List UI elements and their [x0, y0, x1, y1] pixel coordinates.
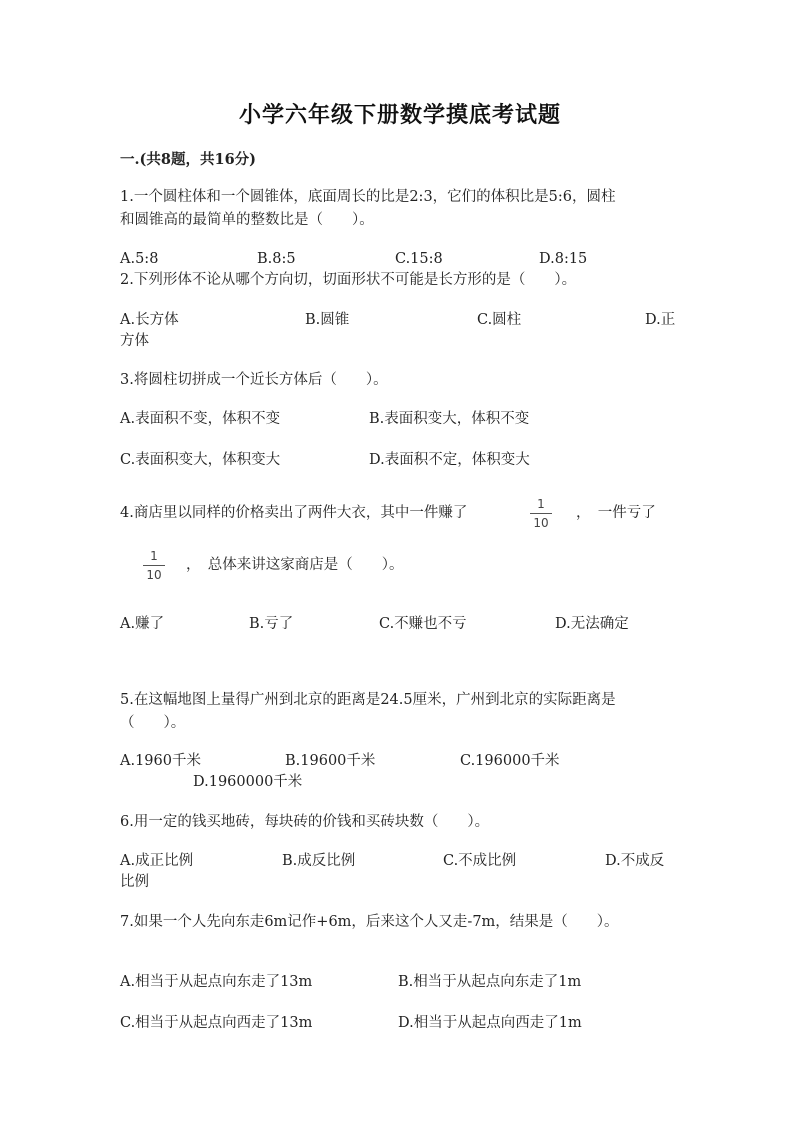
- question-5-option-c: C.196000千米: [460, 753, 560, 769]
- question-6-option-c: C.不成比例: [443, 853, 517, 869]
- question-6-option-b: B.成反比例: [282, 853, 356, 869]
- question-6-option-a: A.成正比例: [120, 853, 194, 869]
- question-4-line-1-tail: ， 一件亏了: [576, 505, 656, 521]
- question-7-option-d: D.相当于从起点向西走了1m: [398, 1015, 582, 1031]
- fraction-numerator: 1: [537, 497, 545, 511]
- question-7-option-b: B.相当于从起点向东走了1m: [398, 974, 582, 990]
- question-1-option-b: B.8:5: [257, 251, 296, 267]
- question-2-line-1: 2.下列形体不论从哪个方向切，切面形状不可能是长方形的是（ ）。: [120, 272, 577, 288]
- fraction-one-tenth: [529, 497, 553, 530]
- question-4-option-b: B.亏了: [249, 616, 294, 632]
- question-2-option-d-wrap: 方体: [120, 333, 149, 349]
- question-2-option-b: B.圆锥: [305, 312, 350, 328]
- question-3-option-b: B.表面积变大，体积不变: [369, 411, 530, 427]
- question-5-option-b: B.19600千米: [285, 753, 376, 769]
- question-5-option-a: A.1960千米: [120, 753, 201, 769]
- question-2-option-a: A.长方体: [120, 312, 179, 328]
- fraction-bar: [143, 565, 165, 566]
- fraction-denominator: 10: [146, 568, 162, 582]
- question-3-option-a: A.表面积不变，体积不变: [120, 411, 281, 427]
- question-6-option-d: D.不成反: [605, 853, 665, 869]
- question-1-option-a: A.5:8: [120, 251, 159, 267]
- fraction-numerator: 1: [150, 549, 158, 563]
- section-heading: 一.(共8题，共16分): [120, 151, 257, 168]
- question-6-line-1: 6.用一定的钱买地砖，每块砖的价钱和买砖块数（ ）。: [120, 814, 490, 830]
- question-3-line-1: 3.将圆柱切拼成一个近长方体后（ ）。: [120, 372, 388, 388]
- question-5-line-2: （ ）。: [120, 715, 186, 731]
- question-1-option-d: D.8:15: [539, 251, 588, 267]
- question-7-line-1: 7.如果一个人先向东走6m记作+6m，后来这个人又走-7m，结果是（ ）。: [120, 914, 619, 930]
- fraction-bar: [530, 513, 552, 514]
- question-4-option-a: A.赚了: [120, 616, 165, 632]
- question-1-line-2: 和圆锥高的最简单的整数比是（ ）。: [120, 212, 374, 228]
- question-7-option-a: A.相当于从起点向东走了13m: [120, 974, 313, 990]
- question-1-line-1: 1.一个圆柱体和一个圆锥体，底面周长的比是2:3，它们的体积比是5:6，圆柱: [120, 189, 616, 205]
- fraction-denominator: 10: [533, 516, 549, 530]
- question-2-option-c: C.圆柱: [477, 312, 522, 328]
- question-4-line-1: 4.商店里以同样的价格卖出了两件大衣，其中一件赚了: [120, 505, 468, 521]
- question-4-option-d: D.无法确定: [555, 616, 629, 632]
- question-5-option-d: D.1960000千米: [193, 774, 303, 790]
- question-3-option-c: C.表面积变大，体积变大: [120, 452, 281, 468]
- question-6-option-d-wrap: 比例: [120, 874, 149, 890]
- question-5-line-1: 5.在这幅地图上量得广州到北京的距离是24.5厘米，广州到北京的实际距离是: [120, 692, 616, 708]
- question-4-option-c: C.不赚也不亏: [379, 616, 467, 632]
- page-title: 小学六年级下册数学摸底考试题: [238, 102, 561, 128]
- question-2-option-d: D.正: [645, 312, 676, 328]
- question-7-option-c: C.相当于从起点向西走了13m: [120, 1015, 313, 1031]
- question-1-option-c: C.15:8: [395, 251, 443, 267]
- question-4-line-2: ， 总体来讲这家商店是（ ）。: [186, 557, 404, 573]
- question-3-option-d: D.表面积不定，体积变大: [369, 452, 530, 468]
- fraction-one-tenth: [142, 549, 166, 582]
